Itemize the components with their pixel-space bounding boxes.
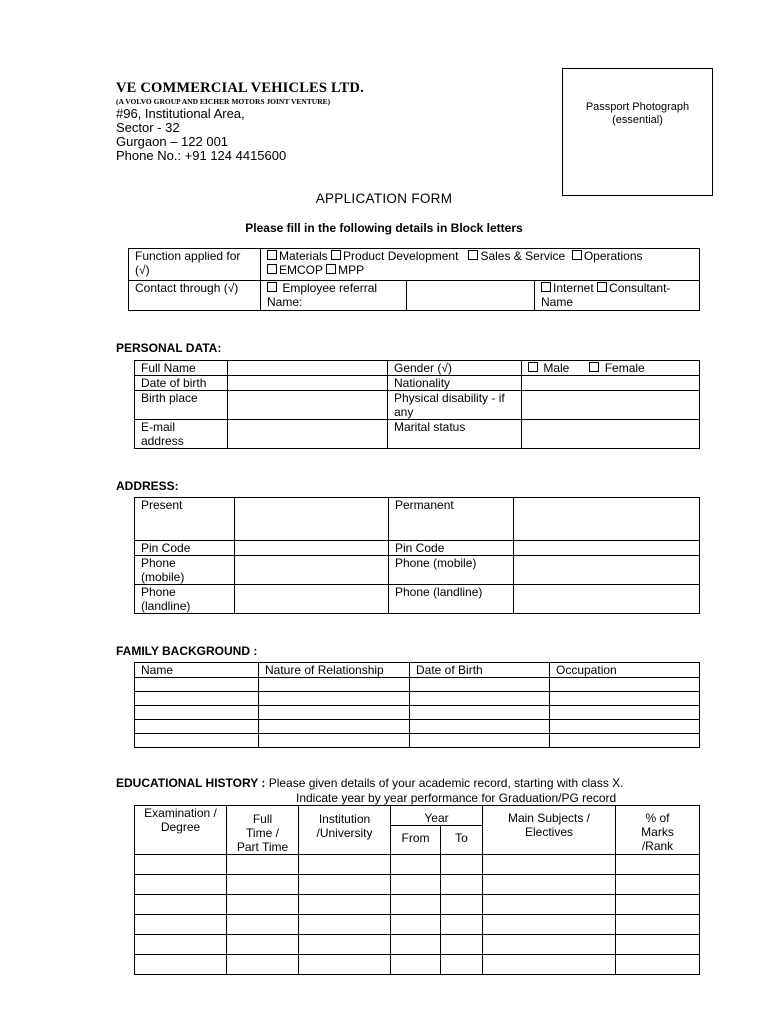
edu-cell[interactable] [227,935,299,955]
family-heading: FAMILY BACKGROUND : [116,644,258,658]
edu-cell[interactable] [616,855,700,875]
edu-cell[interactable] [391,955,441,975]
edu-cell[interactable] [135,935,227,955]
edu-cell[interactable] [483,895,616,915]
product-development-option[interactable]: Product Development [331,249,458,263]
edu-cell[interactable] [616,895,700,915]
internet-consultant-options[interactable]: Internet Consultant- Name [535,281,700,311]
function-options [261,249,700,281]
edu-cell[interactable] [616,955,700,975]
edu-col-fulltime: Full Time / Part Time [227,806,299,855]
family-cell[interactable] [410,720,550,734]
checkbox[interactable] [267,250,277,260]
edu-cell[interactable] [227,855,299,875]
edu-cell[interactable] [299,875,391,895]
dob-label: Date of birth [135,376,228,391]
edu-cell[interactable] [441,855,483,875]
emcop-option[interactable]: EMCOP [267,263,323,277]
passport-photo-box[interactable] [562,68,713,196]
family-cell[interactable] [410,692,550,706]
edu-cell[interactable] [391,935,441,955]
table-row [135,875,700,895]
permanent-pin-field[interactable] [514,541,700,556]
edu-col-to: To [441,826,483,855]
edu-cell[interactable] [135,955,227,975]
company-address [116,107,286,163]
edu-cell[interactable] [441,935,483,955]
form-title: APPLICATION FORM [315,191,453,206]
edu-cell[interactable] [227,875,299,895]
edu-cell[interactable] [227,955,299,975]
referral-name-field[interactable] [407,281,535,311]
edu-cell[interactable] [616,935,700,955]
checkbox[interactable] [541,282,551,292]
marital-field[interactable] [522,420,700,449]
table-row [135,678,700,692]
edu-cell[interactable] [483,915,616,935]
family-cell[interactable] [135,678,259,692]
edu-col-exam: Examination / Degree [135,806,227,855]
edu-cell[interactable] [391,915,441,935]
present-mobile-label: Phone (mobile) [135,556,235,585]
edu-col-year: Year [391,806,483,826]
edu-cell[interactable] [299,955,391,975]
address-line: Gurgaon – 122 001 [116,134,229,149]
table-row [135,955,700,975]
family-cell[interactable] [550,720,700,734]
edu-cell[interactable] [299,935,391,955]
materials-option[interactable]: Materials [267,249,328,263]
checkbox[interactable] [528,362,538,372]
table-row [135,720,700,734]
birth-place-label: Birth place [135,391,228,420]
nationality-label: Nationality [388,376,522,391]
edu-cell[interactable] [227,915,299,935]
table-row [135,855,700,875]
family-cell[interactable] [410,706,550,720]
edu-cell[interactable] [441,915,483,935]
edu-cell[interactable] [299,895,391,915]
present-address-field[interactable] [235,498,389,541]
checkbox[interactable] [572,250,582,260]
marital-label: Marital status [388,420,522,449]
edu-cell[interactable] [391,875,441,895]
family-col-name: Name [135,663,259,678]
company-subtitle: (A VOLVO GROUP AND EICHER MOTORS JOINT VENTURE) [116,97,331,106]
present-pin-field[interactable] [235,541,389,556]
family-cell[interactable] [550,678,700,692]
family-cell[interactable] [259,692,410,706]
full-name-label: Full Name [135,361,228,376]
table-row [135,734,700,748]
family-cell[interactable] [550,692,700,706]
family-col-dob: Date of Birth [410,663,550,678]
personal-data-table [134,360,700,449]
present-mobile-field[interactable] [235,556,389,585]
checkbox[interactable] [468,250,478,260]
edu-cell[interactable] [616,915,700,935]
edu-cell[interactable] [441,955,483,975]
edu-col-institution: Institution /University [299,806,391,855]
edu-cell[interactable] [135,895,227,915]
function-contact-table [128,248,700,311]
disability-label: Physical disability - if any [388,391,522,420]
education-table [134,805,700,975]
present-pin-label: Pin Code [135,541,235,556]
family-table [134,662,700,748]
family-col-relationship: Nature of Relationship [259,663,410,678]
edu-cell[interactable] [483,855,616,875]
full-name-field[interactable] [228,361,388,376]
edu-cell[interactable] [483,935,616,955]
family-cell[interactable] [259,678,410,692]
table-row [135,692,700,706]
dob-field[interactable] [228,376,388,391]
permanent-landline-label: Phone (landline) [389,585,514,614]
checkbox[interactable] [597,282,607,292]
edu-cell[interactable] [135,915,227,935]
edu-cell[interactable] [391,855,441,875]
family-cell[interactable] [550,734,700,748]
birth-place-field[interactable] [228,391,388,420]
edu-cell[interactable] [227,895,299,915]
edu-cell[interactable] [483,955,616,975]
education-note-2: Indicate year by year performance for Graduation/PG record [296,791,617,805]
family-cell[interactable] [135,720,259,734]
edu-cell[interactable] [441,875,483,895]
email-field[interactable] [228,420,388,449]
address-line: Phone No.: +91 124 4415600 [116,148,287,163]
family-cell[interactable] [135,692,259,706]
education-heading-line [116,776,624,790]
edu-cell[interactable] [391,895,441,915]
family-cell[interactable] [259,720,410,734]
family-cell[interactable] [135,734,259,748]
nationality-field[interactable] [522,376,700,391]
edu-cell[interactable] [135,855,227,875]
edu-cell[interactable] [483,875,616,895]
mpp-option[interactable]: MPP [326,263,364,277]
family-cell[interactable] [135,706,259,720]
address-line: Sector - 32 [116,120,180,135]
present-landline-field[interactable] [235,585,389,614]
table-row [135,895,700,915]
permanent-address-field[interactable] [514,498,700,541]
present-landline-label: Phone (landline) [135,585,235,614]
checkbox[interactable] [331,250,341,260]
sales-service-option[interactable]: Sales & Service [468,249,565,263]
checkbox[interactable] [267,264,277,274]
permanent-address-label: Permanent [389,498,514,541]
edu-cell[interactable] [135,875,227,895]
contact-label: Contact through (√) [129,281,261,311]
education-note: Please given details of your academic record, starting with class X. [268,776,624,790]
disability-field[interactable] [522,391,700,420]
table-row [135,935,700,955]
table-row [135,915,700,935]
form-instructions: Please fill in the following details in Block letters [245,221,523,235]
edu-col-from: From [391,826,441,855]
present-address-label: Present [135,498,235,541]
permanent-mobile-field[interactable] [514,556,700,585]
operations-option[interactable]: Operations [572,249,643,263]
gender-label: Gender (√) [388,361,522,376]
company-name: VE COMMERCIAL VEHICLES LTD. [116,80,364,96]
address-heading: ADDRESS: [116,479,179,493]
education-heading: EDUCATIONAL HISTORY : [116,776,266,790]
permanent-pin-label: Pin Code [389,541,514,556]
photo-label: Passport Photograph [585,101,690,113]
checkbox[interactable] [267,282,277,292]
table-row [135,706,700,720]
edu-cell[interactable] [299,855,391,875]
edu-cell[interactable] [616,875,700,895]
employee-referral-option[interactable]: Employee referral Name: [261,281,407,311]
family-cell[interactable] [259,734,410,748]
address-line: #96, Institutional Area, [116,106,245,121]
family-cell[interactable] [410,678,550,692]
permanent-landline-field[interactable] [514,585,700,614]
address-table [134,497,700,614]
checkbox[interactable] [326,264,336,274]
personal-data-heading: PERSONAL DATA: [116,341,222,355]
gender-options[interactable]: Male Female [522,361,700,376]
edu-cell[interactable] [441,895,483,915]
family-cell[interactable] [550,706,700,720]
email-label: E-mail address [135,420,228,449]
edu-cell[interactable] [299,915,391,935]
family-cell[interactable] [410,734,550,748]
permanent-mobile-label: Phone (mobile) [389,556,514,585]
edu-col-subjects: Main Subjects / Electives [483,806,616,855]
function-label: Function applied for (√) [129,249,261,281]
family-cell[interactable] [259,706,410,720]
referral-name-label: Name: [267,295,303,309]
edu-col-marks: % of Marks /Rank [616,806,700,855]
checkbox[interactable] [589,362,599,372]
family-col-occupation: Occupation [550,663,700,678]
photo-note: (essential) [612,114,663,126]
